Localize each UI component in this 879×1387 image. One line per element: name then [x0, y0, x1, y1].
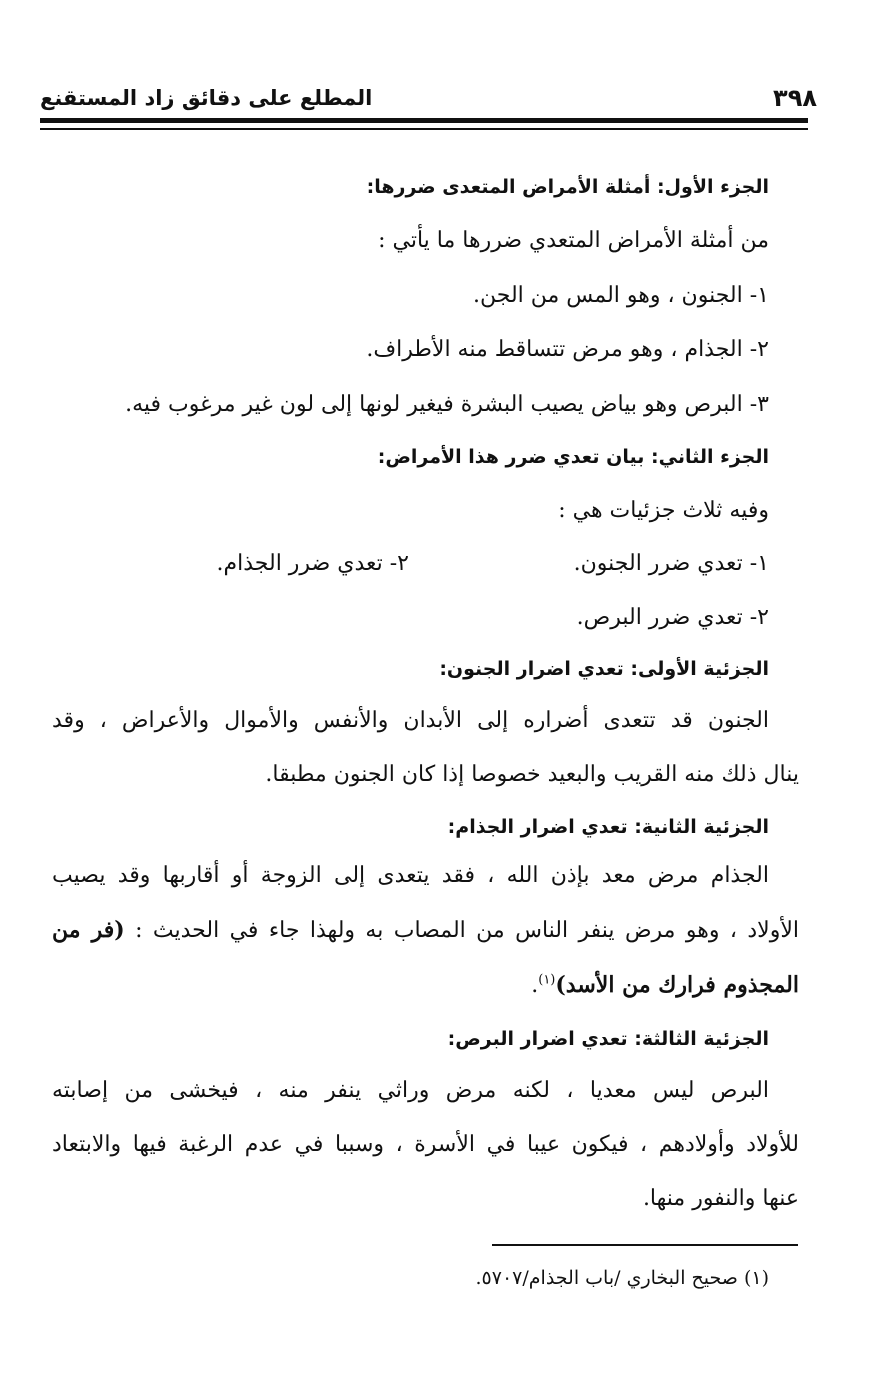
sub-item-2: ٢- تعدي ضرر الجذام.: [216, 551, 409, 576]
header-rule-thin: [40, 128, 808, 130]
list-item-2: ٢- الجذام ، وهو مرض تتساقط منه الأطراف.: [366, 337, 769, 362]
hadith-quote-start: (فر من: [52, 917, 125, 943]
footnote-text: (١) صحيح البخاري /باب الجذام/٥٧٠٧.: [475, 1267, 769, 1289]
section3-heading: الجزئية الثالثة: تعدي اضرار البرص:: [447, 1028, 769, 1050]
section2-line-2-text: الأولاد ، وهو مرض ينفر الناس من المصاب به ولهذا جاء في الحديث :: [135, 918, 799, 943]
section2-heading: الجزئية الثانية: تعدي اضرار الجذام:: [447, 816, 769, 838]
sub-item-1: ١- تعدي ضرر الجنون.: [573, 551, 769, 576]
footnote-separator: [492, 1244, 798, 1246]
part2-heading: الجزء الثاني: بيان تعدي ضرر هذا الأمراض:: [377, 446, 769, 468]
page-number: ٣٩٨: [773, 84, 817, 112]
list-item-3: ٣- البرص وهو بياض يصيب البشرة فيغير لونها إلى لون غير مرغوب فيه.: [125, 392, 769, 417]
part1-heading: الجزء الأول: أمثلة الأمراض المتعدى ضررها:: [366, 176, 769, 198]
hadith-quote-end: المجذوم فرارك من الأسد): [555, 972, 799, 998]
section1-line-1: الجنون قد تتعدى أضراره إلى الأبدان والأنفس والأموال والأعراض ، وقد: [52, 708, 769, 733]
section2-line-1: الجذام مرض معد بإذن الله ، فقد يتعدى إلى الزوجة أو أقاربها وقد يصيب: [52, 863, 769, 888]
section2-line-3: [52, 968, 799, 1003]
header-rule-thick: [40, 118, 808, 123]
section3-line-3: عنها والنفور منها.: [642, 1186, 799, 1211]
section1-line-2: ينال ذلك منه القريب والبعيد خصوصا إذا كان الجنون مطبقا.: [265, 762, 799, 787]
section3-line-1: البرص ليس معديا ، لكنه مرض وراثي ينفر منه ، فيخشى من إصابته: [52, 1078, 769, 1103]
part1-intro: من أمثلة الأمراض المتعدي ضررها ما يأتي :: [378, 228, 769, 253]
section2-line-2: [52, 913, 799, 948]
section3-line-2: للأولاد وأولادهم ، فيكون عيبا في الأسرة ، وسببا في عدم الرغبة فيها والابتعاد: [52, 1132, 799, 1157]
section1-heading: الجزئية الأولى: تعدي اضرار الجنون:: [439, 658, 769, 680]
part2-intro: وفيه ثلاث جزئيات هي :: [558, 498, 769, 523]
list-item-1: ١- الجنون ، وهو المس من الجن.: [473, 283, 769, 308]
sub-item-3: ٢- تعدي ضرر البرص.: [576, 605, 769, 630]
running-header-title: المطلع على دقائق زاد المستقنع: [40, 86, 373, 110]
footnote-reference: (١): [538, 972, 556, 988]
section2-line-3-period: .: [531, 973, 539, 998]
